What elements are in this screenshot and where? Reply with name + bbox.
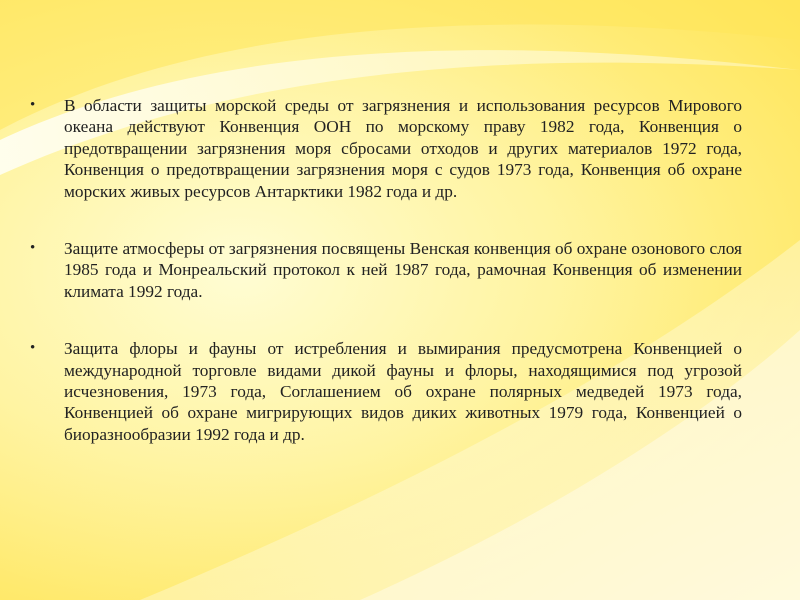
bullet-text: В области защиты морской среды от загрязнения и использования ресурсов Мирового океана действуют Конвенция ООН по морскому праву 1982 года, Конвенция о предотвращении загрязнения моря сбросами отходов и других материалов 1972 года, Конвенция о предотвращении загрязнения моря с судов 1973 года, Конвенция об охране морских живых ресурсов Антарктики 1982 года и др. — [64, 96, 742, 201]
bullet-list — [30, 95, 742, 445]
bullet-text: Защита флоры и фауны от истребления и вымирания предусмотрена Конвенцией о международной торговле видами дикой фауны и флоры, находящимися под угрозой исчезновения, 1973 года, Соглашением об охране полярных медведей 1973 года, Конвенцией об охране мигрирующих видов диких животных 1979 года, Конвенцией о биоразнообразии 1992 года и др. — [64, 339, 742, 444]
bullet-item-flora-fauna — [30, 338, 742, 445]
slide-content — [30, 95, 742, 481]
bullet-icon: • — [30, 340, 36, 357]
bullet-icon: • — [30, 97, 36, 113]
bullet-item-marine — [30, 95, 742, 202]
bullet-item-atmosphere — [30, 238, 742, 302]
bullet-icon: • — [30, 240, 36, 257]
bullet-text: Защите атмосферы от загрязнения посвящены Венская конвенция об охране озонового слоя 1985 года и Монреальский протокол к ней 1987 года, рамочная Конвенция об изменении климата 1992 года. — [64, 239, 742, 301]
